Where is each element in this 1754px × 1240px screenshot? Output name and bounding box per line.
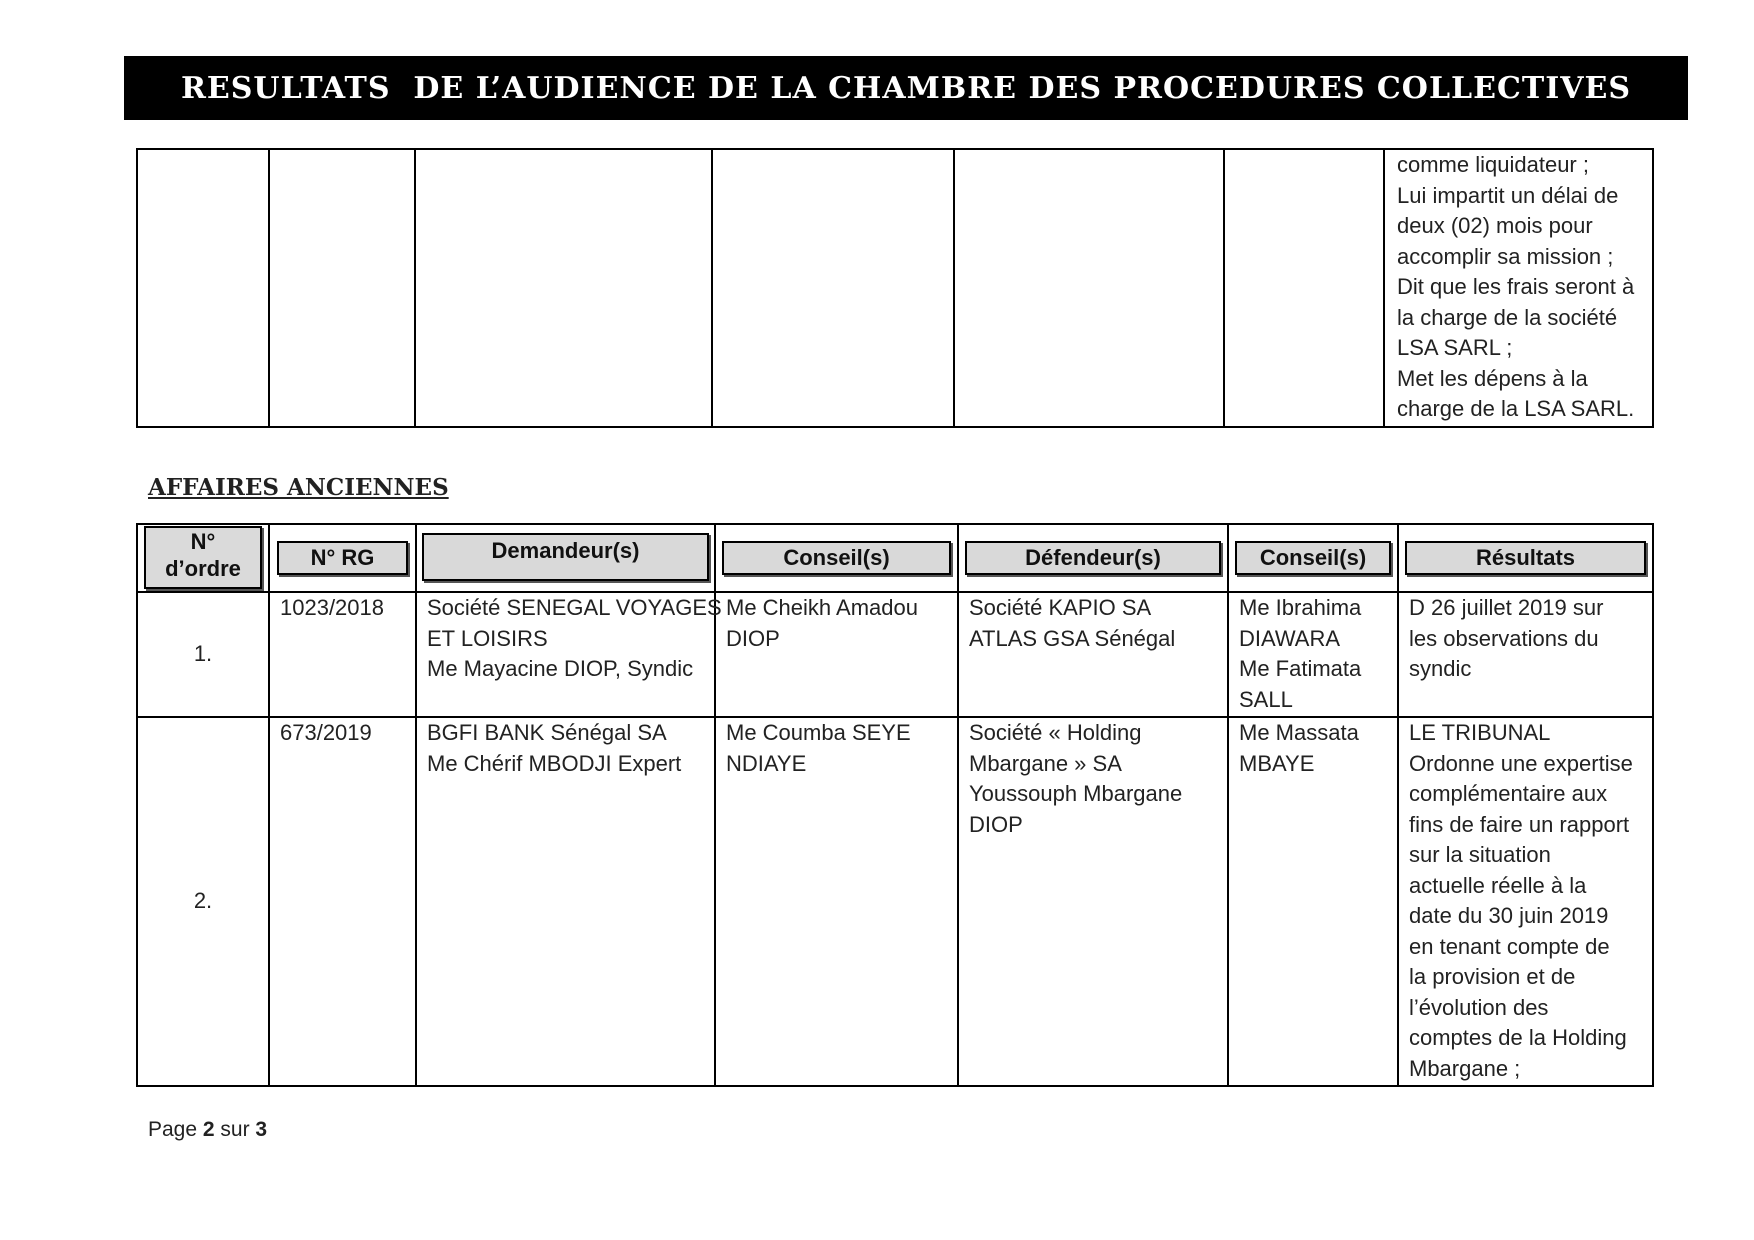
header-cell-defendeur (958, 524, 1228, 592)
rg-cell: 1023/2018 (269, 592, 416, 717)
header-cell-conseil (715, 524, 958, 592)
row-number: 2. (137, 717, 269, 1086)
affaires-table (136, 523, 1654, 1087)
row-number: 1. (137, 592, 269, 717)
header-cell-conseil2 (1228, 524, 1398, 592)
page-number: Page 2 sur 3 (148, 1118, 268, 1141)
empty-cell (1224, 149, 1384, 427)
header-cell-ordre (137, 524, 269, 592)
header-conseil-2: Conseil(s) (1235, 541, 1391, 575)
result-line: deux (02) mois pour (1397, 213, 1593, 238)
defendeur-cell: Société KAPIO SA ATLAS GSA Sénégal (958, 592, 1228, 717)
header-conseil: Conseil(s) (722, 541, 951, 575)
table-header-row (137, 524, 1653, 592)
header-demandeur: Demandeur(s) (422, 533, 709, 581)
table-row (137, 592, 1653, 717)
empty-cell (712, 149, 954, 427)
header-resultats: Résultats (1405, 541, 1646, 575)
continuation-result-cell (1384, 149, 1653, 427)
result-line: Dit que les frais seront à (1397, 274, 1635, 299)
conseil-cell: Me Coumba SEYE NDIAYE (715, 717, 958, 1086)
demandeur-cell: BGFI BANK Sénégal SA Me Chérif MBODJI Expert (416, 717, 715, 1086)
result-line: Lui impartit un délai de (1397, 182, 1619, 208)
header-cell-resultats (1398, 524, 1653, 592)
header-defendeur: Défendeur(s) (965, 541, 1221, 575)
result-line: comme liquidateur ; (1397, 152, 1589, 177)
resultats-cell: D 26 juillet 2019 sur les observations du syndic (1398, 592, 1653, 717)
empty-cell (954, 149, 1224, 427)
header-ordre: N° d’ordre (144, 526, 262, 589)
rg-cell: 673/2019 (269, 717, 416, 1086)
result-line: charge de la LSA SARL. (1397, 396, 1635, 421)
resultats-cell: LE TRIBUNAL Ordonne une expertise complémentaire aux fins de faire un rapport sur la situation actuelle réelle à la date du 30 juin 2019 en tenant compte de la provision et de l’évolution des comptes de la Holding Mbargane ; (1398, 717, 1653, 1086)
conseil-2-cell: Me Massata MBAYE (1228, 717, 1398, 1086)
demandeur-cell: Société SENEGAL VOYAGES ET LOISIRS Me Mayacine DIOP, Syndic (416, 592, 715, 717)
table-row (137, 149, 1653, 427)
result-line: la charge de la société (1397, 304, 1618, 330)
section-title: AFFAIRES ANCIENNES (148, 474, 449, 501)
page-title-banner (124, 56, 1688, 120)
conseil-cell: Me Cheikh Amadou DIOP (715, 592, 958, 717)
table-row (137, 717, 1653, 1086)
result-line: LSA SARL ; (1397, 335, 1513, 360)
empty-cell (137, 149, 269, 427)
result-line: Met les dépens à la (1397, 365, 1588, 391)
header-cell-rg (269, 524, 416, 592)
empty-cell (269, 149, 415, 427)
result-line: accomplir sa mission ; (1397, 243, 1614, 269)
header-cell-demandeur (416, 524, 715, 592)
empty-cell (415, 149, 712, 427)
continuation-table (136, 148, 1654, 428)
header-rg: N° RG (277, 541, 408, 575)
page-title: RESULTATS DE L’AUDIENCE DE LA CHAMBRE DES PROCEDURES COLLECTIVES (180, 70, 1632, 106)
conseil-2-cell: Me Ibrahima DIAWARA Me Fatimata SALL (1228, 592, 1398, 717)
defendeur-cell: Société « Holding Mbargane » SA Youssouph Mbargane DIOP (958, 717, 1228, 1086)
